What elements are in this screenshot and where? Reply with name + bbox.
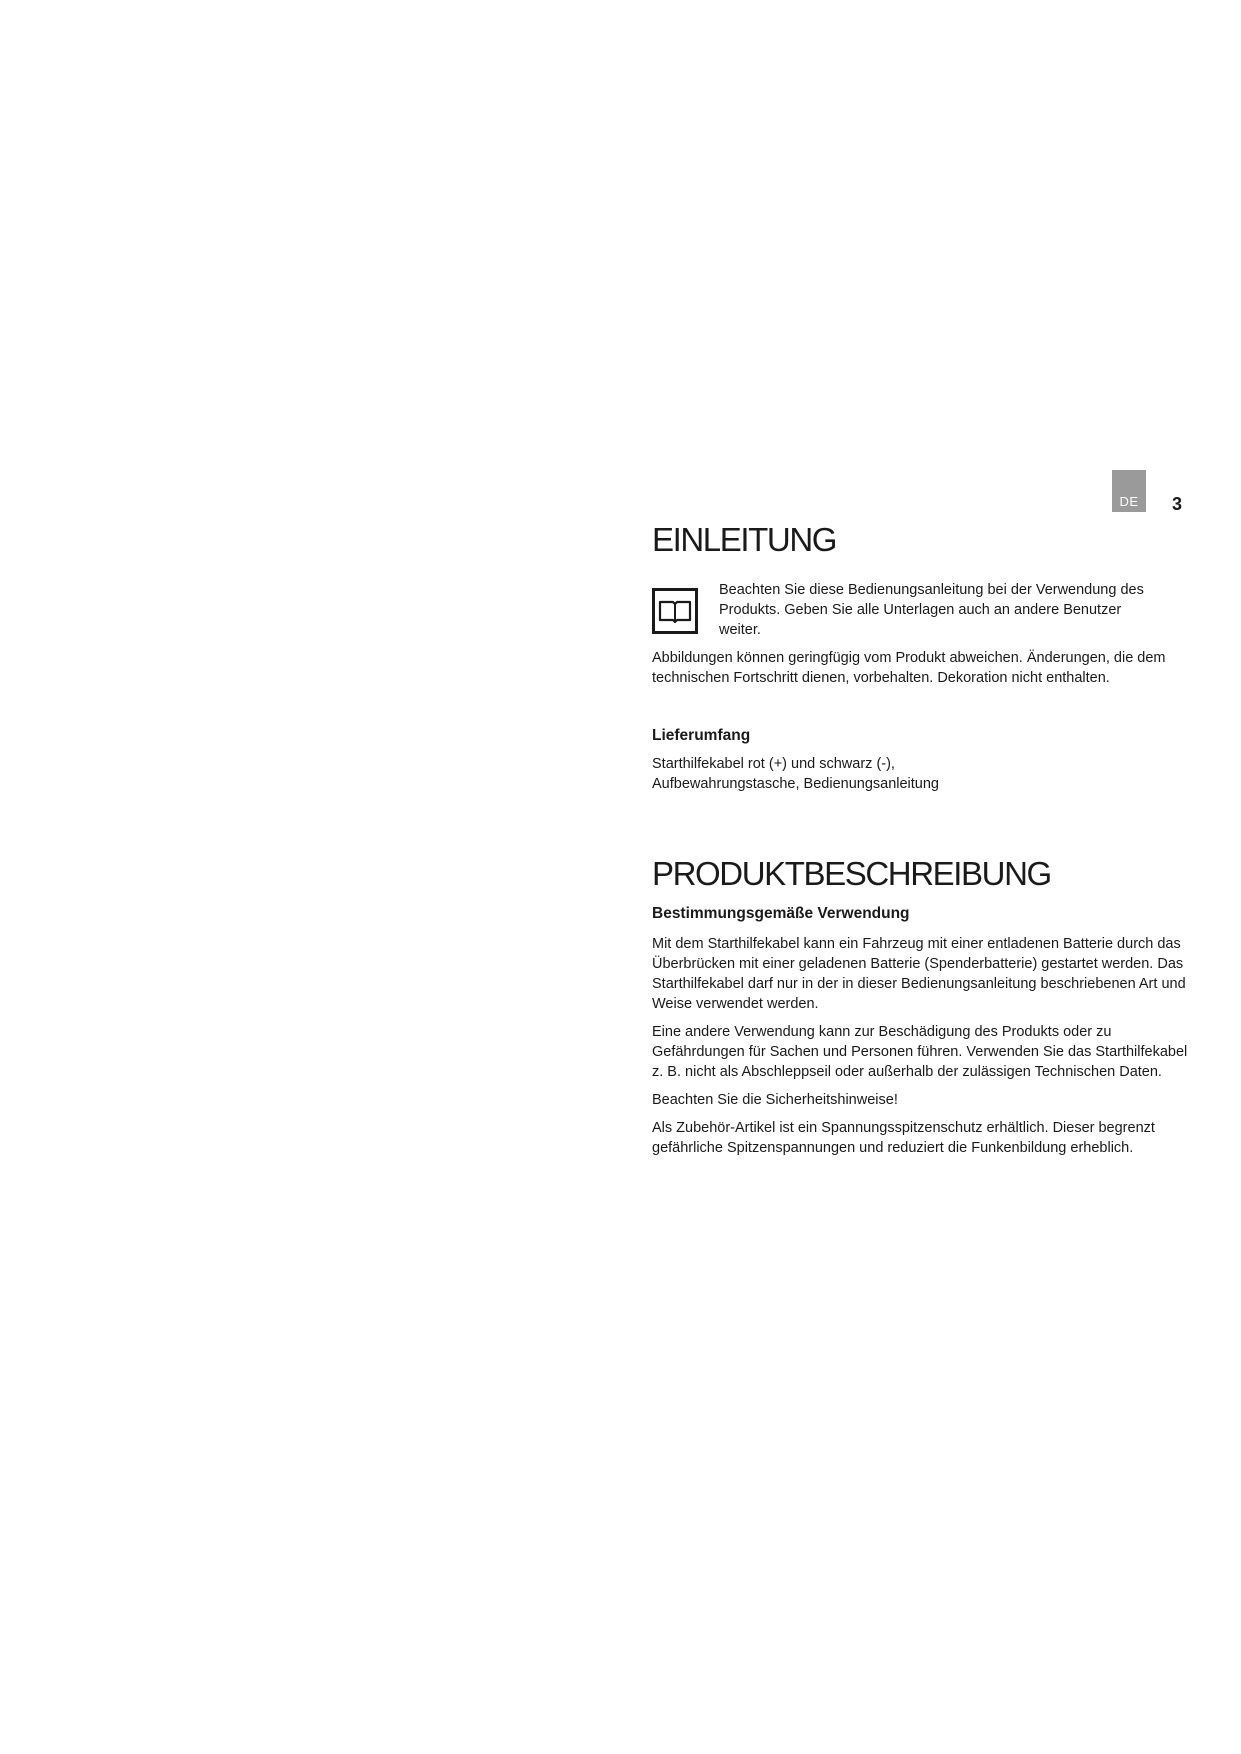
language-tab-label: DE (1119, 494, 1139, 509)
notice-text: Beachten Sie diese Bedienungsanleitung bei der Verwendung des Produkts. Geben Sie alle Unterlagen auch an andere Benutzer weiter. (719, 582, 1144, 638)
disclaimer-text: Abbildungen können geringfügig vom Produkt abweichen. Änderungen, die dem technischen Fortschritt dienen, vorbehalten. Dekoration nicht enthalten. (652, 650, 1166, 686)
book-icon (652, 588, 698, 634)
usage-paragraph-1: Mit dem Starthilfekabel kann ein Fahrzeug mit einer entladenen Batterie durch das Überbrücken mit einer geladenen Batterie (Spenderbatterie) gestartet werden. Das Starthilfekabel darf nur in der in dieser Bedienungsanleitung beschriebenen Art und Weise verwendet werden. (652, 936, 1186, 1012)
page-content (652, 520, 1192, 1158)
manual-notice (652, 580, 1192, 640)
page-number: 3 (1172, 494, 1183, 514)
scope-heading: Lieferumfang (652, 727, 751, 744)
scope-text: Starthilfekabel rot (+) und schwarz (-), Aufbewahrungstasche, Bedienungsanleitung (652, 756, 939, 792)
language-tab (1112, 470, 1146, 512)
accessory-paragraph: Als Zubehör-Artikel ist ein Spannungsspitzenschutz erhältlich. Dieser begrenzt gefährliche Spitzenspannungen und reduziert die Funkenbildung erheblich. (652, 1120, 1155, 1156)
intro-title: EINLEITUNG (652, 521, 837, 558)
product-title: PRODUKTBESCHREIBUNG (652, 855, 1051, 892)
safety-reminder: Beachten Sie die Sicherheitshinweise! (652, 1092, 898, 1108)
usage-paragraph-2: Eine andere Verwendung kann zur Beschädigung des Produkts oder zu Gefährdungen für Sachen und Personen führen. Verwenden Sie das Starthilfekabel z. B. nicht als Abschleppseil oder außerhalb der zulässigen Technischen Daten. (652, 1024, 1188, 1080)
usage-heading: Bestimmungsgemäße Verwendung (652, 905, 910, 922)
